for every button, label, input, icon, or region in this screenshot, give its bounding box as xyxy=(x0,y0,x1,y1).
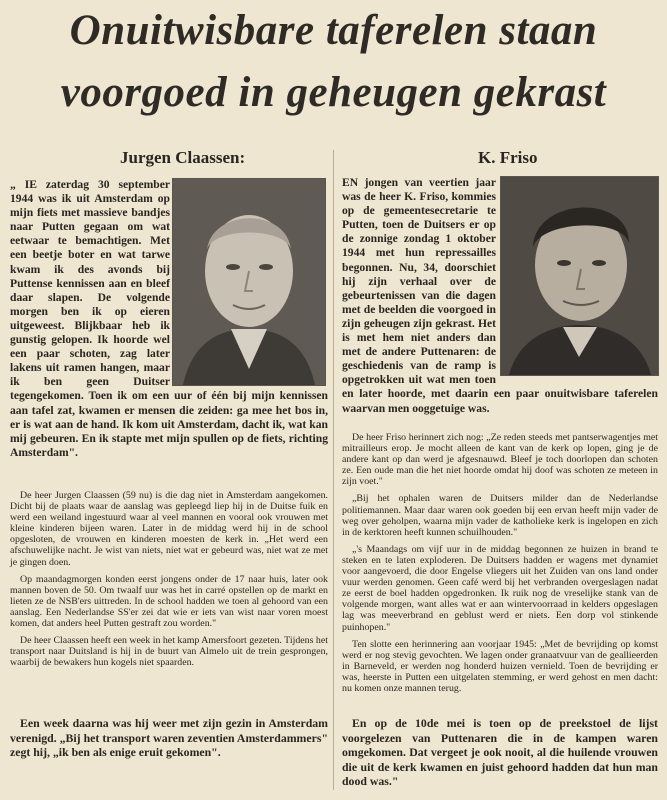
left-paragraph-1: De heer Jurgen Claassen (59 nu) is die dag niet in Amsterdam aangekomen. Dicht bij de plaats waar de aanslag was gepleegd liep hij in de Duitse fuik en werd een weiland ingestuurd waar al veel mannen en vooral ook vrouwen met kleine kinderen bijeen waren. Later in de middag werd hij in de school opgesloten, de vrouwen en kinderen moesten de kerk in. „Het werd een afschuwelijke nacht. Je wist van niets, niet wat er gebeurd was, niet wat ze met je gingen doen. xyxy=(10,490,328,568)
right-closing xyxy=(342,716,658,789)
right-lead-paragraph xyxy=(342,176,658,436)
right-lead-text: EN jongen van veertien jaar was de heer K. Friso, kommies op de gemeentesecretarie te Putten, toen de Duitsers er op de zonnige zondag 1 oktober 1944 met hun repressailles begonnen. Nu, 34, doorschiet hij zijn verhaal over de gebeurtenissen van die dagen met de beelden die voorgoed in zijn geheugen zijn gekrast. Het is met hem niet anders dan met de andere Puttenaren: de geschiedenis van de ramp is opgetrokken uit wat men toen en later hoorde, met daarin een paar onuitwisbare taferelen waarvan men ooggetuige was. xyxy=(342,176,658,415)
left-author-heading: Jurgen Claassen: xyxy=(120,148,246,167)
left-lead-paragraph xyxy=(10,178,328,478)
right-paragraph-4: Ten slotte een herinnering aan voorjaar 1945: „Met de bevrijding op komst werd er nog stevig gevochten. We lagen onder granaatvuur van de geallieerden in Barneveld, er werden nog honderd huizen vernield. Toen de bevrijding er was, heerste in Putten een uitgelaten stemming, er werd gehost en men dacht: nu komen onze mannen terug. xyxy=(342,638,658,694)
column-divider xyxy=(333,150,334,790)
left-paragraph-2: Op maandagmorgen konden eerst jongens onder de 17 naar huis, later ook mannen boven de 50. Om twaalf uur was het in carré opstellen op de markt en lieten ze de NSB'ers uittreden. In de school hadden we toen al gehoord van een aanslag. Een Nederlandse SS'er zei dat wie er iets van wist naar voren moest komen, dat anders heel Putten gestraft zou worden." xyxy=(10,573,328,630)
left-paragraph-3: De heer Claassen heeft een week in het kamp Amersfoort gezeten. Tijdens het transport naar Duitsland is hij in de buurt van Almelo uit de trein gesprongen, waarbij de bewakers hun kogels niet spaarden. xyxy=(10,635,328,669)
headline-line-2: voorgoed in geheugen gekrast xyxy=(60,69,607,116)
headline-line-1: Onuitwisbare taferelen staan xyxy=(69,7,598,54)
right-author-heading: K. Friso xyxy=(478,148,538,167)
right-body xyxy=(342,432,658,700)
right-paragraph-3: „'s Maandags om vijf uur in de middag begonnen ze huizen in brand te steken en te laten exploderen. De Duitsers hadden er wagens met dynamiet voor aangevoerd, die door Engelse vliegers uit het Zuiden van ons land onder vuur werden genomen. Geen café werd bij het verbranden overgeslagen nadat ze eerst de boel hadden opgedronken. Ik ruik nog de vreselijke stank van de volgende morgen, want alles wat er aan wintervoorraad in kelders opgeslagen lag was meeverbrand en geblust werd er niets. Een dorp vol stinkende puinhopen." xyxy=(342,543,658,633)
left-lead-text: „ IE zaterdag 30 september 1944 was ik uit Amsterdam op mijn fiets met massieve bandjes naar Putten gegaan om wat eetwaar te bemachtigen. Met een beetje boter en wat tarwe kwam ik des avonds bij Puttense kennissen aan en bleef daar slapen. De volgende morgen ben ik op eieren uitgeweest. Blijkbaar heb ik gunstig gelopen. Ik hoorde wel een paar schoten, zag later lakens uit ramen hangen, maar ik ben geen Duitser tegengekomen. Toen ik om een uur of één bij mijn kennissen aan tafel zat, kwamen er mensen die zeiden: ga mee het bos in, er is wat aan de hand. Ik kom uit Amsterdam, dacht ik, wat kan mij gebeuren. En ik stapte met mijn spullen op de fiets, richting Amsterdam". xyxy=(10,178,328,459)
left-closing xyxy=(10,716,328,760)
left-closing-text: Een week daarna was hij weer met zijn gezin in Amsterdam verenigd. „Bij het transport waren zeventien Amsterdammers" zegt hij, „ik ben als enige eruit gekomen". xyxy=(10,716,328,760)
right-paragraph-1: De heer Friso herinnert zich nog: „Ze reden steeds met pantserwagentjes met mitrailleurs erop. Je mocht alleen de kant van de kerk op lopen, ging je de andere kant op dan werd je afgesnauwd. Bleef je toch doorlopen dan schoten ze. Een oude man die het niet hoorde omdat hij doof was schoten ze meteen in zijn voet." xyxy=(342,432,658,488)
left-body xyxy=(10,490,328,674)
right-closing-text: En op de 10de mei is toen op de preekstoel de lijst voorgelezen van Puttenaren die in de kampen waren omgekomen. Dat vergeet je ook nooit, al die huilende vrouwen die uit de kerk kwamen en juist gehoord hadden dat hun man dood was." xyxy=(342,716,658,789)
right-paragraph-2: „Bij het ophalen waren de Duitsers milder dan de Nederlandse politiemannen. Maar daar waren ook goeden bij een ervan heeft mijn vader de weg over geholpen, waarna mijn vader de katholieke kerk is ingelopen en zich in de kerktoren heeft kunnen schuilhouden." xyxy=(342,493,658,538)
